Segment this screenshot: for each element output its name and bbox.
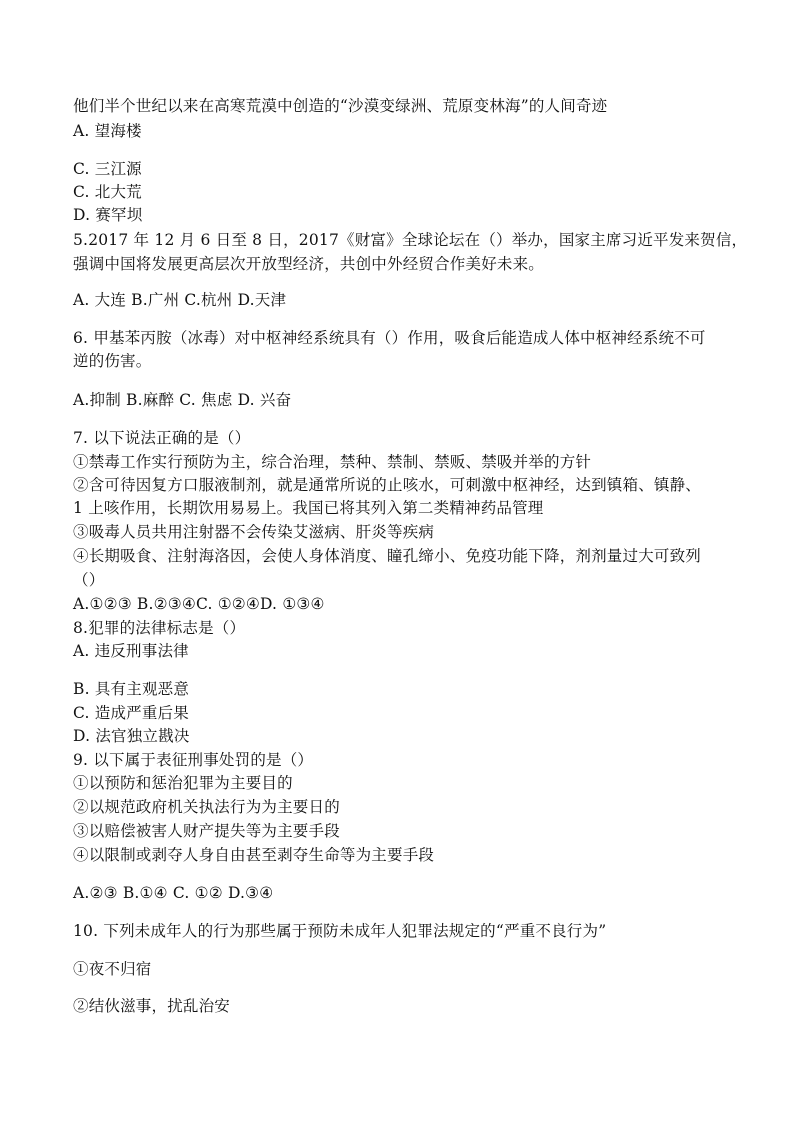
text-line: D. 赛罕坝 [73,206,143,224]
text-line: ①以预防和惩治犯罪为主要目的 [73,774,293,792]
text-line: ①夜不归宿 [73,960,152,978]
text-line: 他们半个世纪以来在高寒荒漠中创造的“沙漠变绿洲、荒原变林海”的人间奇迹 [73,97,608,115]
text-line: B. 具有主观恶意 [73,680,190,698]
text-line: A. 望海楼 [73,122,142,140]
text-line: 逆的伤害。 [73,352,152,370]
text-line: （） [73,571,105,589]
text-line: A.①②③ B.②③④C. ①②④D. ①③④ [73,595,325,613]
text-line: C. 造成严重后果 [73,704,189,722]
text-line: ④长期吸食、注射海洛因，会使人身体消度、瞳孔缔小、免疫功能下降，剂剂量过大可致列 [73,547,702,565]
text-line: ③吸毒人员共用注射器不会传染艾滋病、肝炎等疾病 [73,523,435,541]
text-line: 7. 以下说法正确的是（） [73,429,251,447]
text-line: 9. 以下属于表征刑事处罚的是（） [73,751,314,769]
text-line: A. 违反刑事法律 [73,642,189,660]
text-line: A.②③ B.①④ C. ①② D.③④ [73,884,274,902]
text-line: 10. 下列未成年人的行为那些属于预防未成年人犯罪法规定的“严重不良行为” [73,922,607,940]
text-line: ①禁毒工作实行预防为主，综合治理，禁种、禁制、禁贩、禁吸并举的方针 [73,453,592,471]
text-line: ②含可待因复方口服液制剂，就是通常所说的止咳水，可刺激中枢神经，达到镇箱、镇静、 [73,476,702,494]
text-line: D. 法官独立戡决 [73,727,190,745]
text-line: ②结伙滋事，扰乱治安 [73,997,231,1015]
text-line: ③以赔偿被害人财产提失等为主要手段 [73,822,340,840]
text-line: ②以规范政府机关执法行为为主要日的 [73,798,340,816]
text-line: 6. 甲基苯丙胺（冰毒）对中枢神经系统具有（）作用，吸食后能造成人体中枢神经系统不可 [73,329,706,347]
text-line: ④以限制或剥夺人身自由甚至剥夺生命等为主要手段 [73,846,435,864]
text-line: A. 大连 B.广州 C.杭州 D.天津 [73,291,287,309]
text-line: 5.2017 年 12 月 6 日至 8 日，2017《财富》全球论坛在（）举办，国家主席习近平发来贺信， [73,231,748,249]
text-line: C. 三江源 [73,160,142,178]
text-line: C. 北大荒 [73,183,142,201]
text-line: 1 上咳作用，长期饮用易易上。我国已将其列入第二类精神药品管理 [73,499,544,517]
text-line: 强调中国将发展更高层次开放型经济，共创中外经贸合作美好未来。 [73,255,545,273]
text-line: 8.犯罪的法律标志是（） [73,619,246,637]
text-line: A.抑制 B.麻醉 C. 焦虑 D. 兴奋 [73,391,292,409]
